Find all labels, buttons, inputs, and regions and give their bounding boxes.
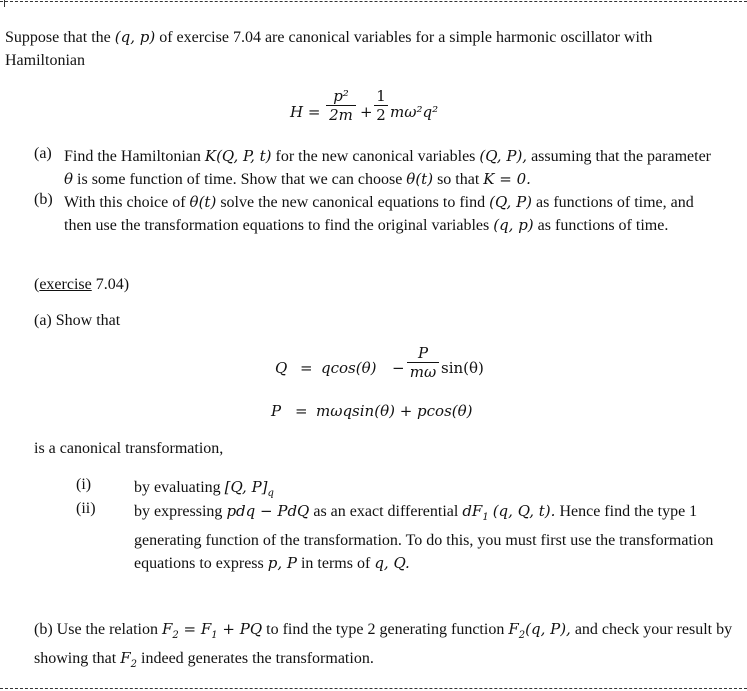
part-b-theta-t: θ(t) bbox=[189, 193, 217, 211]
item-i-t1: by evaluating bbox=[134, 479, 221, 496]
item-ii-label: (ii) bbox=[76, 500, 96, 517]
sub-b-F2b-args: (q, P), bbox=[525, 620, 571, 638]
q-lhs: Q bbox=[275, 359, 288, 377]
sub-b-F2-sub: 2 bbox=[172, 630, 179, 641]
part-a-theta-t: θ(t) bbox=[406, 170, 434, 188]
frac1-numerator: p² bbox=[333, 87, 349, 105]
part-a-t5: so that bbox=[437, 171, 480, 188]
part-b-t4: as functions of time. bbox=[537, 217, 669, 234]
p-equals: = bbox=[295, 402, 308, 420]
hamiltonian-frac-1 bbox=[326, 87, 356, 124]
sub-b-F2 bbox=[161, 620, 179, 641]
exercise-ref-word: exercise bbox=[39, 276, 92, 293]
p-lhs: P bbox=[271, 402, 282, 420]
sub-b-F2b bbox=[508, 620, 571, 641]
hamiltonian-frac-2 bbox=[374, 87, 388, 124]
exercise-ref-open: ( bbox=[34, 276, 40, 293]
sub-b-t1: (b) Use the relation bbox=[34, 621, 158, 638]
sub-b-t4: indeed generates the transformation. bbox=[141, 650, 374, 667]
item-ii-text bbox=[134, 500, 742, 575]
item-ii-dF bbox=[462, 502, 489, 523]
q-frac-denominator: mω bbox=[409, 363, 437, 381]
item-i-bracket-main: [Q, P] bbox=[224, 478, 268, 496]
corner-mark bbox=[4, 0, 5, 7]
exercise-reference bbox=[34, 273, 129, 296]
item-ii-pP: p, P bbox=[267, 554, 297, 572]
sub-b-F2b-sub: 2 bbox=[518, 630, 526, 641]
part-a-t4: is some function of time. Show that we can choose bbox=[77, 171, 403, 188]
item-i-label: (i) bbox=[76, 476, 92, 493]
bottom-dashed-border bbox=[0, 688, 747, 689]
q-rhs-sin: sin(θ) bbox=[441, 359, 484, 377]
part-b-QP: (Q, P) bbox=[489, 193, 533, 211]
item-ii-qQ: q, Q. bbox=[374, 554, 410, 572]
sub-a-show-that: (a) Show that bbox=[34, 312, 121, 329]
sub-b-t2: to find the type 2 generating function bbox=[266, 621, 505, 638]
item-ii-args: (q, Q, t). bbox=[492, 502, 556, 520]
item-ii-t1: by expressing bbox=[134, 503, 223, 520]
q-frac-numerator: P bbox=[417, 344, 429, 362]
sub-b-F2c-main: F bbox=[120, 649, 131, 667]
q-fraction bbox=[407, 344, 439, 381]
part-a-QP: (Q, P), bbox=[479, 147, 528, 165]
item-ii-t2: as an exact differential bbox=[313, 503, 459, 520]
part-a-t1: Find the Hamiltonian bbox=[64, 148, 201, 165]
hamiltonian-plus: + bbox=[360, 103, 373, 121]
part-a-theta: θ bbox=[64, 170, 74, 188]
item-i-bracket bbox=[224, 478, 274, 499]
item-ii-dF-sub: 1 bbox=[482, 512, 489, 523]
part-a-t2: for the new canonical variables bbox=[275, 148, 476, 165]
sub-b-F2c-sub: 2 bbox=[130, 659, 138, 670]
part-b-qp: (q, p) bbox=[493, 216, 534, 234]
sub-b-F1-main: F bbox=[200, 620, 212, 638]
part-a-K: K(Q, P, t) bbox=[204, 147, 272, 165]
sub-b-plus-pq: + PQ bbox=[217, 620, 263, 638]
intro-paragraph bbox=[5, 26, 725, 72]
intro-qp: (q, p) bbox=[114, 28, 156, 46]
intro-text-1: Suppose that the bbox=[5, 29, 111, 46]
sub-b-F2b-main: F bbox=[508, 620, 519, 638]
part-a-t3: assuming that the parameter bbox=[531, 148, 711, 165]
sub-b-eq: = bbox=[178, 620, 201, 638]
p-rhs: mωqsin(θ) + pcos(θ) bbox=[316, 402, 473, 420]
hamiltonian-tail: mω²q² bbox=[390, 103, 439, 121]
part-b-t3: as functions of time, and then use the transformation equations to find the original variables bbox=[64, 194, 694, 234]
sub-b-t3: and check your result by showing that bbox=[34, 621, 733, 667]
top-dashed-border bbox=[0, 1, 747, 2]
part-b-label: (b) bbox=[34, 191, 53, 208]
exercise-ref-rest: 7.04) bbox=[91, 276, 130, 293]
q-minus: − bbox=[392, 359, 405, 377]
q-equals: = bbox=[300, 359, 313, 377]
frac1-denominator: 2m bbox=[329, 106, 353, 124]
sub-b-F2-main: F bbox=[161, 620, 173, 638]
item-ii-t4: in terms of bbox=[300, 555, 371, 572]
sub-b-F1 bbox=[200, 620, 218, 641]
canonical-transformation-text: is a canonical transformation, bbox=[34, 440, 224, 457]
frac2-denominator: 2 bbox=[376, 106, 386, 124]
sub-b-F1-sub: 1 bbox=[211, 630, 218, 641]
part-b-text bbox=[64, 191, 724, 237]
part-a-label: (a) bbox=[34, 145, 52, 162]
item-ii-t3: Hence find the type 1 generating function of the transformation. To do this, you must first use the transformation equations to express bbox=[134, 503, 714, 572]
item-i-bracket-sub: q bbox=[267, 488, 274, 499]
sub-b-F2c bbox=[120, 649, 138, 670]
part-a-text bbox=[64, 145, 724, 191]
part-b-t2: solve the new canonical equations to find bbox=[220, 194, 486, 211]
item-ii-expr: pdq − PdQ bbox=[226, 502, 310, 520]
item-ii-dF-main: dF bbox=[462, 502, 483, 520]
frac2-numerator: 1 bbox=[376, 87, 386, 105]
q-rhs-cos: qcos(θ) bbox=[321, 359, 377, 377]
sub-b-paragraph bbox=[34, 618, 739, 676]
part-a-K0: K = 0. bbox=[483, 170, 531, 188]
intro-text-2: of exercise 7.04 are canonical variables for a simple harmonic oscillator with Hamiltonian bbox=[5, 29, 653, 69]
part-b-t1: With this choice of bbox=[64, 194, 186, 211]
hamiltonian-lhs: H = bbox=[290, 103, 321, 121]
